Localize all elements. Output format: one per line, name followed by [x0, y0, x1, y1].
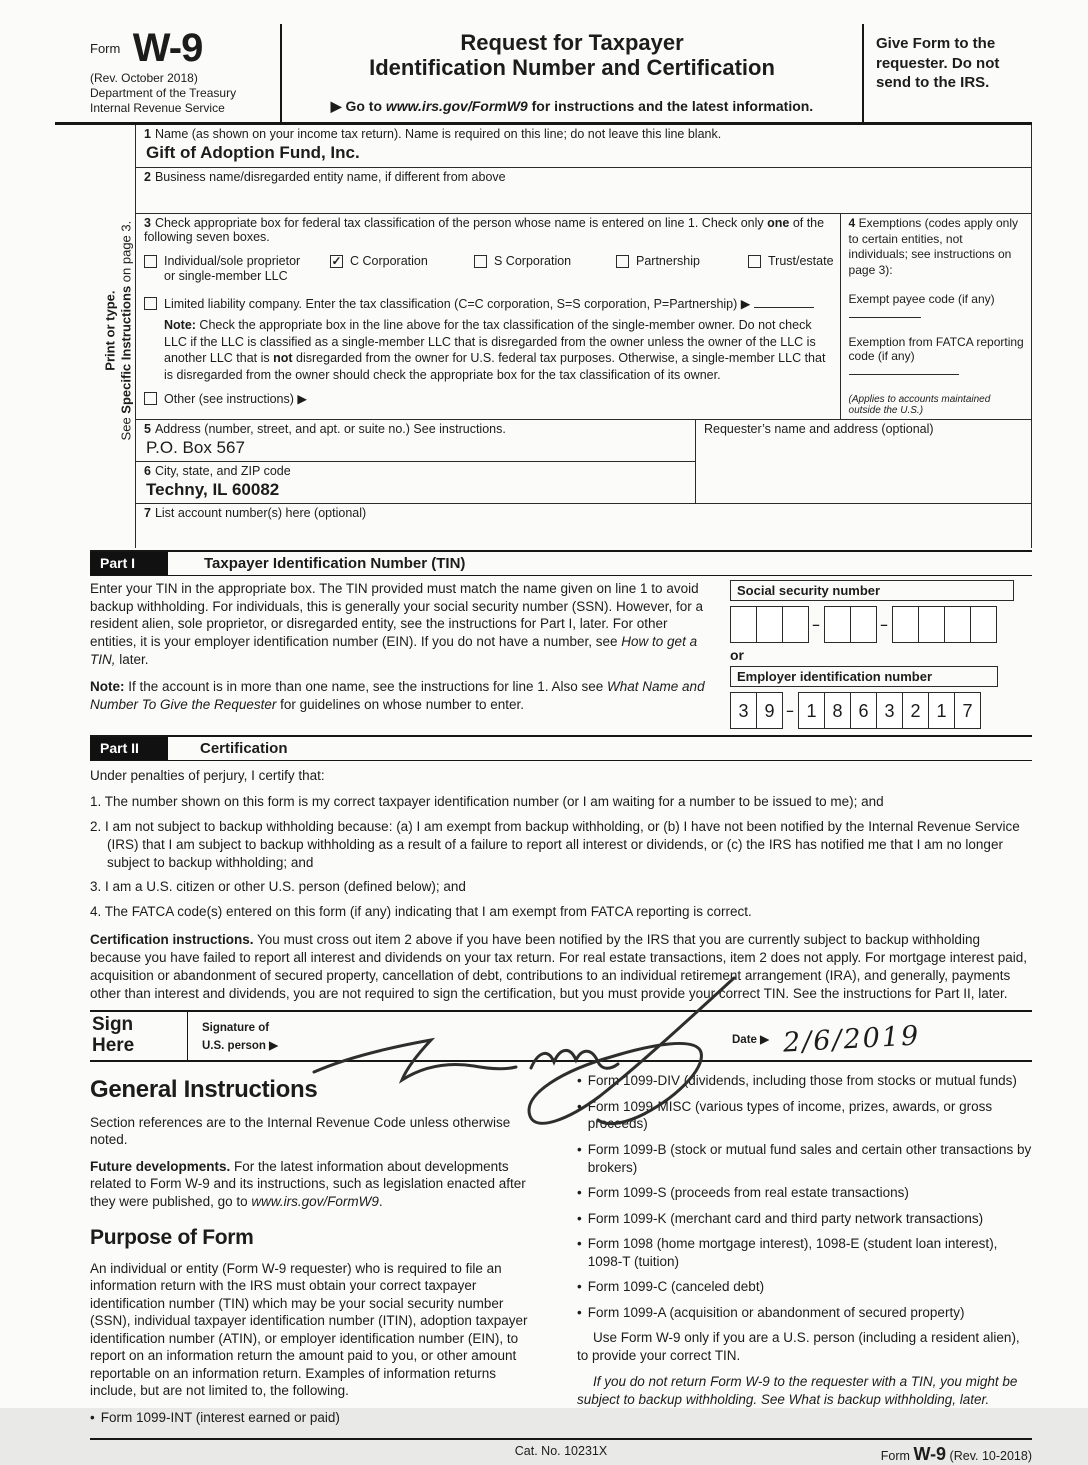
trust-estate-label: Trust/estate: [768, 254, 834, 268]
certification-item-1: 1. The number shown on this form is my correct taxpayer identification number (or I am waiting for a number to be issued to me); and: [90, 794, 884, 810]
purpose-paragraph: An individual or entity (Form W-9 requester) who is required to file an information return with the IRS must obtain your correct taxpayer identification number (TIN) which may be your social security number (SSN), individual taxpayer identification number (ITIN), adoption taxpayer identification number (ATIN), or employer identification number (EIN), to report on an information return the amount paid to you, or other amount reportable on an information return. Examples of information returns include, but are not limited to, the following.: [90, 1260, 528, 1399]
part1-header-bar: [90, 550, 1032, 576]
ssn-cell[interactable]: [918, 606, 945, 643]
llc-label: Limited liability company. Enter the tax classification (C=C corporation, S=S corporation, P=Partnership) ▶: [164, 296, 814, 311]
form-fields-grid: [135, 125, 1032, 548]
line2-business-name-row: [136, 168, 1031, 214]
ssn-cell[interactable]: [730, 606, 757, 643]
goto-instructions-line: ▶ Go to www.irs.gov/FormW9 for instructions and the latest information.: [330, 98, 814, 114]
purpose-of-form-title: Purpose of Form: [90, 1226, 254, 1250]
checkbox-individual[interactable]: [144, 254, 330, 284]
ein-cell[interactable]: 1: [928, 692, 955, 729]
form-1099-int-bullet: • Form 1099-INT (interest earned or paid): [90, 1409, 340, 1425]
sign-here-row: [90, 1010, 1032, 1062]
ein-boxes: [730, 692, 1032, 729]
signature-field[interactable]: [306, 1012, 732, 1060]
catalog-number: Cat. No. 10231X: [514, 1444, 608, 1459]
exempt-payee-code-field[interactable]: [849, 306, 921, 318]
ssn-cell[interactable]: [756, 606, 783, 643]
form-number: W-9: [132, 26, 203, 70]
form-revision: (Rev. October 2018): [90, 71, 198, 85]
line4-exemptions-cell: [841, 214, 1031, 419]
certification-intro: Under penalties of perjury, I certify that:: [90, 768, 325, 784]
form-title-block: [282, 24, 864, 122]
part2-title: Certification: [200, 740, 288, 758]
ssn-cell[interactable]: [944, 606, 971, 643]
part2-header-bar: [90, 735, 1032, 761]
llc-note: Note: Check the appropriate box in the line above for the tax classification of the single-member owner. Do not check LLC if the LLC is classified as a single-member LLC that is disregarded from the owner unless the owner of the LLC is another LLC that is not disregarded from the owner for U.S. federal tax purposes. Otherwise, a single-member LLC that is disregarded from the owner should check the appropriate box for the tax classification of its owner.: [164, 318, 826, 382]
line3-label: 3 Check appropriate box for federal tax classification of the person whose name is entered on line 1. Check only one of the following seven boxes.: [144, 216, 825, 244]
part1-title: Taxpayer Identification Number (TIN): [204, 555, 466, 573]
footer-form-number: Form W-9 (Rev. 10-2018): [880, 1444, 1032, 1465]
future-developments-paragraph: Future developments. For the latest information about developments related to Form W-9 and its instructions, such as legislation enacted after they were published, go to www.irs.gov/FormW9.: [90, 1158, 526, 1209]
date-area: [732, 1012, 1032, 1060]
ein-cell[interactable]: 3: [730, 692, 757, 729]
form-1099-s-bullet: • Form 1099-S (proceeds from real estate transactions): [577, 1185, 909, 1201]
section-references-paragraph: Section references are to the Internal Revenue Code unless otherwise noted.: [90, 1114, 511, 1148]
checkbox-partnership[interactable]: [616, 254, 748, 284]
general-instructions-section: [90, 1072, 1032, 1434]
individual-label: Individual/sole proprietor or single-member LLC: [164, 254, 301, 283]
line5-label: 5 Address (number, street, and apt. or suite no.) See instructions.: [144, 422, 506, 437]
certification-item-3: 3. I am a U.S. citizen or other U.S. person (defined below); and: [90, 879, 466, 895]
form-word: Form: [90, 41, 121, 56]
classification-checkboxes: [144, 254, 834, 284]
ssn-cell[interactable]: [850, 606, 877, 643]
c-corporation-label: C Corporation: [350, 254, 428, 268]
part1-note: Note: If the account is in more than one name, see the instructions for line 1. Also see What Name and Number To Give the Requester for guidelines on whose number to enter.: [90, 679, 705, 712]
print-or-type-sidebar: [102, 166, 133, 496]
address-field[interactable]: P.O. Box 567: [146, 438, 245, 458]
city-state-zip-field[interactable]: Techny, IL 60082: [146, 480, 280, 500]
checkbox-trust-estate[interactable]: [748, 254, 834, 284]
no-return-paragraph: If you do not return Form W-9 to the requester with a TIN, you might be subject to backup withholding. See What is backup withholding, later.: [577, 1374, 1018, 1407]
line6-label: 6 City, state, and ZIP code: [144, 464, 291, 479]
other-label: Other (see instructions) ▶: [164, 392, 307, 406]
requester-label: Requester’s name and address (optional): [704, 422, 934, 437]
general-instructions-right-column: [577, 1072, 1032, 1434]
line3-line4-row: [136, 214, 1031, 420]
individual-checkbox-icon[interactable]: [144, 255, 157, 268]
form-footer: [90, 1438, 1032, 1465]
print-or-type-label: Print or type.: [102, 290, 118, 371]
department-line1: Department of the Treasury: [90, 86, 237, 100]
applies-note: (Applies to accounts maintained outside the U.S.): [848, 394, 991, 417]
ein-cell[interactable]: 2: [902, 692, 929, 729]
ein-label: Employer identification number: [730, 666, 998, 687]
account-numbers-field[interactable]: [144, 520, 1025, 523]
s-corporation-checkbox-icon[interactable]: [474, 255, 487, 268]
certification-instructions: Certification instructions. You must cross out item 2 above if you have been notified by the IRS that you are currently subject to backup withholding because you have failed to report all interest and dividends on your tax return. For real estate transactions, item 2 does not apply. For mortgage interest paid, acquisition or abandonment of secured property, cancellation of debt, contributions to an individual retirement arrangement (IRA), and generally, payments other than interest and dividends, you are not required to sign the certification, but you must provide your correct TIN. See the instructions for Part II, later.: [90, 932, 1028, 1001]
form-1098-bullet: • Form 1098 (home mortgage interest), 1098-E (student loan interest), 1098-T (tuition): [577, 1236, 998, 1269]
trust-estate-checkbox-icon[interactable]: [748, 255, 761, 268]
use-form-paragraph: Use Form W-9 only if you are a U.S. person (including a resident alien), to provide your correct TIN.: [577, 1330, 1020, 1363]
form-id-block: [55, 24, 282, 122]
ssn-dash: –: [880, 617, 888, 633]
other-checkbox-icon[interactable]: [144, 392, 157, 405]
checkbox-c-corporation[interactable]: [330, 254, 474, 284]
partnership-checkbox-icon[interactable]: [616, 255, 629, 268]
form-1099-b-bullet: • Form 1099-B (stock or mutual fund sales and certain other transactions by brokers): [577, 1141, 1032, 1175]
see-instructions-label: See Specific Instructions on page 3.: [118, 220, 133, 441]
partnership-label: Partnership: [636, 254, 700, 268]
date-label: Date ▶: [732, 1034, 769, 1047]
form-1099-misc-bullet: • Form 1099-MISC (various types of income, prizes, awards, or gross proceeds): [577, 1098, 993, 1132]
requester-cell[interactable]: [696, 420, 1031, 503]
general-instructions-left-column: [90, 1072, 545, 1434]
part2-body: [90, 761, 1032, 1010]
fatca-line: Exemption from FATCA reporting code (if any): [849, 335, 1025, 378]
ein-cell[interactable]: 9: [756, 692, 783, 729]
llc-classification-field[interactable]: [754, 296, 814, 308]
llc-checkbox-icon[interactable]: [144, 297, 157, 310]
give-form-notice: Give Form to the requester. Do not send to the IRS.: [876, 35, 1000, 91]
ssn-dash: –: [812, 617, 820, 633]
part1-tag: Part I: [90, 552, 168, 575]
c-corporation-checkbox-icon[interactable]: ✓: [331, 254, 342, 268]
ssn-label: Social security number: [730, 580, 1014, 601]
ssn-boxes: [730, 606, 1032, 643]
department-line2: Internal Revenue Service: [90, 101, 225, 115]
certification-item-4: 4. The FATCA code(s) entered on this form (if any) indicating that I am exempt from FATCA reporting is correct.: [90, 904, 752, 920]
ein-cell[interactable]: 1: [798, 692, 825, 729]
ssn-cell[interactable]: [824, 606, 851, 643]
checkbox-s-corporation[interactable]: [474, 254, 616, 284]
irs-url-link: www.irs.gov/FormW9: [251, 1193, 379, 1209]
date-field[interactable]: 2/6/2019: [782, 1020, 921, 1059]
ein-cell[interactable]: 7: [954, 692, 981, 729]
signature-of-label: Signature of U.S. person ▶: [202, 1022, 278, 1052]
or-label: or: [730, 647, 744, 664]
checkbox-llc[interactable]: [144, 296, 834, 311]
s-corporation-label: S Corporation: [494, 254, 572, 268]
line2-label: 2 Business name/disregarded entity name, if different from above: [144, 170, 506, 184]
ein-cell[interactable]: 3: [876, 692, 903, 729]
form-title: Request for Taxpayer Identification Number and Certification: [369, 30, 775, 81]
line1-label: 1 Name (as shown on your income tax return). Name is required on this line; do not leave this line blank.: [144, 127, 722, 141]
ssn-cell[interactable]: [782, 606, 809, 643]
exempt-payee-line: Exempt payee code (if any): [849, 292, 1025, 321]
line4-label: 4 Exemptions (codes apply only to certain entities, not individuals; see instructions on page 3):: [848, 216, 1018, 277]
form-1099-div-bullet: • Form 1099-DIV (dividends, including those from stocks or mutual funds): [577, 1073, 1017, 1089]
line5-line6-row: [136, 420, 1031, 504]
general-instructions-title: General Instructions: [90, 1076, 318, 1104]
fatca-code-field[interactable]: [849, 363, 959, 375]
line1-name-row: [136, 125, 1031, 168]
business-name-field[interactable]: [144, 184, 1025, 187]
form-header: [55, 24, 1032, 125]
part1-instructions: [90, 580, 720, 729]
ein-cell[interactable]: 8: [824, 692, 851, 729]
part2-tag: Part II: [90, 737, 168, 760]
part1-paragraph: Enter your TIN in the appropriate box. The TIN provided must match the name given on line 1 to avoid backup withholding. For individuals, this is generally your social security number (SSN). However, for a resident alien, sole proprietor, or disregarded entity, see the instructions for Part I, later. For other entities, it is your employer identification number (EIN). If you do not have a number, see How to get a TIN, later.: [90, 581, 704, 667]
ein-cell[interactable]: 6: [850, 692, 877, 729]
form-1099-k-bullet: • Form 1099-K (merchant card and third party network transactions): [577, 1210, 984, 1226]
name-field[interactable]: Gift of Adoption Fund, Inc.: [146, 143, 360, 162]
ssn-cell[interactable]: [970, 606, 997, 643]
form-1099-a-bullet: • Form 1099-A (acquisition or abandonment of secured property): [577, 1304, 965, 1320]
ein-dash: –: [786, 703, 794, 719]
certification-item-2: 2. I am not subject to backup withholding because: (a) I am exempt from backup withholding, or (b) I have not been notified by the Internal Revenue Service (IRS) that I am subject to backup withholding as a result of a failure to report all interest or dividends, or (c) the IRS has notified me that I am no longer subject to backup withholding; and: [90, 819, 1020, 870]
part1-body: [90, 576, 1032, 735]
line7-account-row: [136, 504, 1031, 548]
sign-here-label: Sign Here: [90, 1012, 188, 1060]
line5-address-cell: [136, 420, 695, 462]
line3-classification-cell: [136, 214, 841, 419]
irs-url: www.irs.gov/FormW9: [385, 98, 528, 114]
line7-label: 7 List account number(s) here (optional): [144, 506, 367, 521]
line6-city-cell: [136, 462, 695, 503]
tin-boxes-column: [730, 580, 1032, 729]
form-1099-c-bullet: • Form 1099-C (canceled debt): [577, 1279, 765, 1295]
address-city-cells: [136, 420, 696, 503]
checkbox-other[interactable]: [144, 391, 834, 406]
ssn-cell[interactable]: [892, 606, 919, 643]
